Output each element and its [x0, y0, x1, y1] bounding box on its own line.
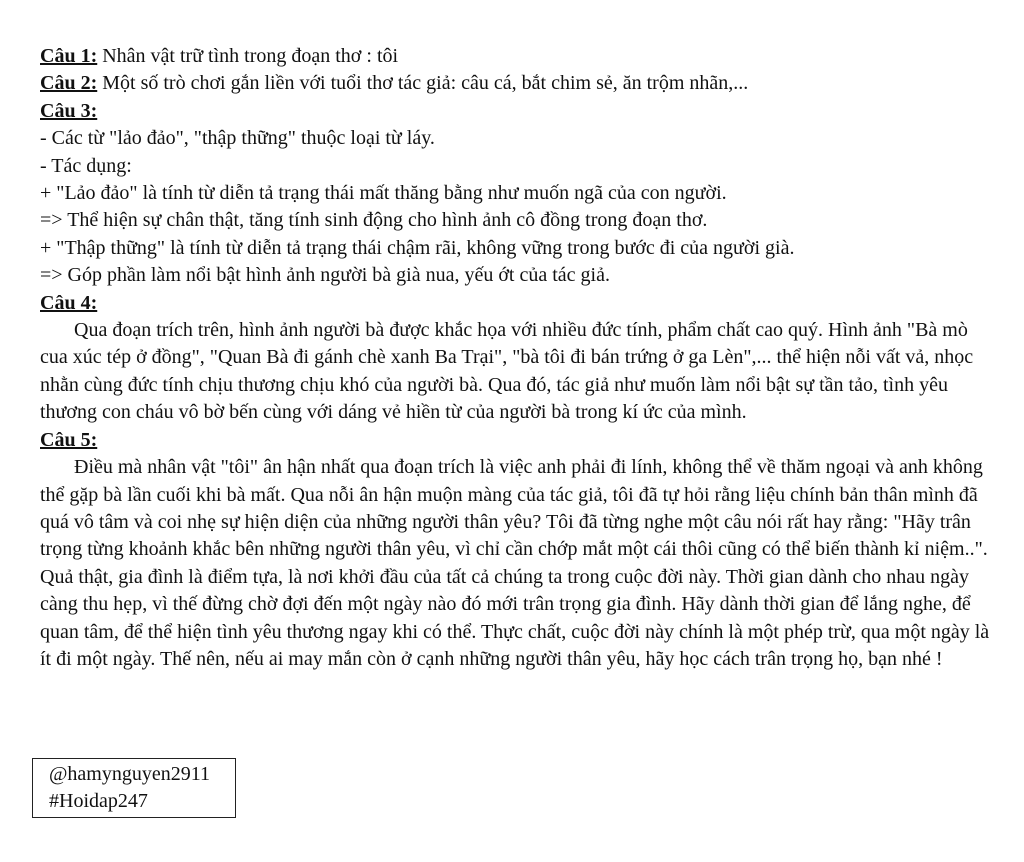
question-2-heading: Câu 2: — [40, 72, 98, 95]
question-3-line: => Góp phần làm nổi bật hình ảnh người bà già nua, yếu ớt của tác giả. — [40, 264, 610, 287]
question-1-answer: Nhân vật trữ tình trong đoạn thơ : tôi — [97, 45, 399, 67]
question-3-line: => Thể hiện sự chân thật, tăng tính sinh động cho hình ảnh cô đồng trong đoạn thơ. — [40, 209, 708, 232]
author-username: @hamynguyen2911 — [49, 763, 210, 785]
question-5 — [40, 427, 990, 454]
author-tag-box — [32, 758, 236, 818]
question-1-heading: Câu 1: — [40, 45, 98, 67]
question-3-line: + "Thập thững" là tính từ diễn tả trạng thái chậm rãi, không vững trong bước đi của người già. — [40, 236, 795, 259]
question-3-heading: Câu 3: — [40, 99, 98, 122]
answer-document — [40, 43, 990, 673]
question-4-heading: Câu 4: — [40, 291, 98, 314]
question-3-line: - Các từ "lảo đảo", "thập thững" thuộc loại từ láy. — [40, 127, 435, 150]
question-3-line: + "Lảo đảo" là tính từ diễn tả trạng thái mất thăng bằng như muốn ngã của con người. — [40, 182, 727, 205]
question-4 — [40, 290, 990, 317]
question-2-answer: Một số trò chơi gắn liền với tuổi thơ tác giả: câu cá, bắt chim sẻ, ăn trộm nhãn,... — [97, 72, 749, 95]
question-1 — [40, 43, 990, 70]
question-4-paragraph: Qua đoạn trích trên, hình ảnh người bà được khắc họa với nhiều đức tính, phẩm chất cao quý. Hình ảnh "Bà mò cua xúc tép ở đồng", "Quan Bà đi gánh chè xanh Ba Trại", "bà tôi đi bán trứng ở ga Lèn",... thể hiện nỗi vất vả, nhọc nhằn cùng đức tính chịu thương chịu khó của người bà. Qua đó, tác giả như muốn làm nổi bật sự tần tảo, tình yêu thương con cháu vô bờ bến cùng với dáng vẻ hiền từ của người bà trong kí ức của mình. — [40, 319, 974, 424]
site-hashtag: #Hoidap247 — [49, 790, 148, 812]
question-3-line: - Tác dụng: — [40, 154, 132, 177]
question-5-heading: Câu 5: — [40, 428, 98, 451]
question-5-paragraph: Điều mà nhân vật "tôi" ân hận nhất qua đoạn trích là việc anh phải đi lính, không thể về thăm ngoại và anh không thể gặp bà lần cuối khi bà mất. Qua nỗi ân hận muộn màng của tác giả, tôi đã tự hỏi rằng liệu chính bản thân mình đã quá vô tâm và coi nhẹ sự hiện diện của những người thân yêu? Tôi đã từng nghe một câu nói rất hay rằng: "Hãy trân trọng từng khoảnh khắc bên những người thân yêu, vì chỉ cần chớp mắt một cái thôi cũng có thể biến thành kỉ niệm..". Quả thật, gia đình là điểm tựa, là nơi khởi đầu của tất cả chúng ta trong cuộc đời này. Thời gian dành cho nhau ngày càng thu hẹp, vì thế đừng chờ đợi đến một ngày nào đó mới trân trọng gia đình. Hãy dành thời gian để lắng nghe, để quan tâm, để thể hiện tình yêu thương ngay khi có thể. Thực chất, cuộc đời này chính là một phép trừ, qua một ngày là ít đi một ngày. Thế nên, nếu ai may mắn còn ở cạnh những người thân yêu, hãy học cách trân trọng họ, bạn nhé ! — [40, 456, 990, 670]
question-3 — [40, 98, 990, 125]
question-2 — [40, 70, 990, 97]
